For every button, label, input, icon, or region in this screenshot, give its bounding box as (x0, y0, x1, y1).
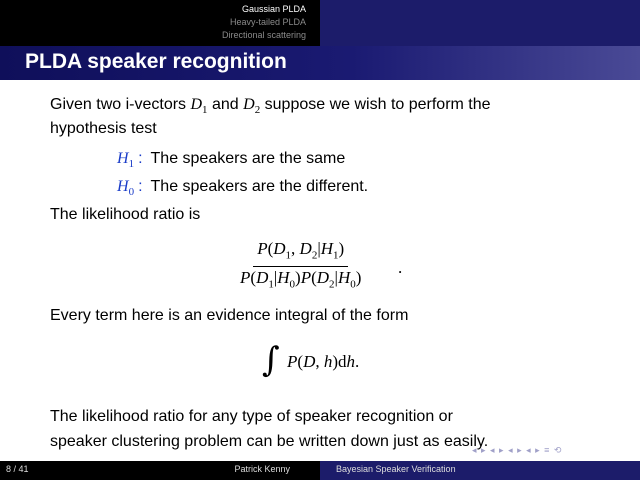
h0-label: H (117, 178, 129, 195)
nav-item-directional-scattering[interactable]: Directional scattering (221, 30, 306, 40)
math-d1: D (190, 96, 203, 113)
integral-sign: ∫ (262, 340, 280, 380)
page-number: 8 / 41 (6, 464, 29, 474)
nav-item-gaussian-plda[interactable]: Gaussian PLDA (241, 4, 306, 14)
math-d2: D (243, 96, 255, 113)
intro-text-a: Given two i-vectors (50, 96, 191, 113)
closing-line-2: speaker clustering problem can be written down just as easily. (50, 433, 489, 450)
header-right-panel (320, 0, 640, 46)
likelihood-ratio-equation (236, 238, 365, 296)
integral-body: P(D, h)dh. (287, 352, 360, 371)
footer-right (320, 461, 640, 480)
h1-label: H (117, 150, 129, 167)
h1-text: The speakers are the same (150, 150, 346, 167)
intro-text-b: suppose we wish to perform the (260, 96, 491, 113)
equation-numerator: $P(D_1$, $D_2|H_1$) (253, 238, 348, 267)
evidence-text: Every term here is an evidence integral of the form (50, 307, 409, 324)
footer-author: Patrick Kenny (234, 464, 290, 474)
likelihood-intro: The likelihood ratio is (50, 206, 201, 223)
title-bar (0, 46, 640, 80)
hypothesis-h1: $H_1$ : The speakers are the same (117, 150, 346, 171)
equation-denominator: $P(D_1|H_0)P(D_2|H_0)$ (240, 268, 362, 291)
intro-text-and: and (207, 96, 244, 113)
footer-left (0, 461, 320, 480)
footer-talk-title: Bayesian Speaker Verification (336, 464, 456, 474)
header-nav-panel (0, 0, 320, 46)
slide-title: PLDA speaker recognition (25, 50, 287, 73)
nav-item-heavy-tailed-plda[interactable]: Heavy-tailed PLDA (229, 17, 306, 27)
header-bar (0, 0, 640, 46)
h0-text: The speakers are the different. (150, 178, 369, 195)
closing-line-1: The likelihood ratio for any type of speaker recognition or (50, 408, 453, 425)
beamer-navigation-symbols[interactable]: ◂ ▸ ◂ ▸ ◂ ▸ ◂ ▸ ≡ ⟲ (472, 445, 563, 455)
footer-bar (0, 461, 640, 480)
intro-line-1: Given two i-vectors $D_1$ and $D_2$ suppose we wish to perform the (50, 96, 491, 117)
hypothesis-h0: $H_0$ : The speakers are the different. (117, 178, 369, 199)
equation-period: . (398, 258, 403, 277)
intro-line-2: hypothesis test (50, 120, 157, 137)
